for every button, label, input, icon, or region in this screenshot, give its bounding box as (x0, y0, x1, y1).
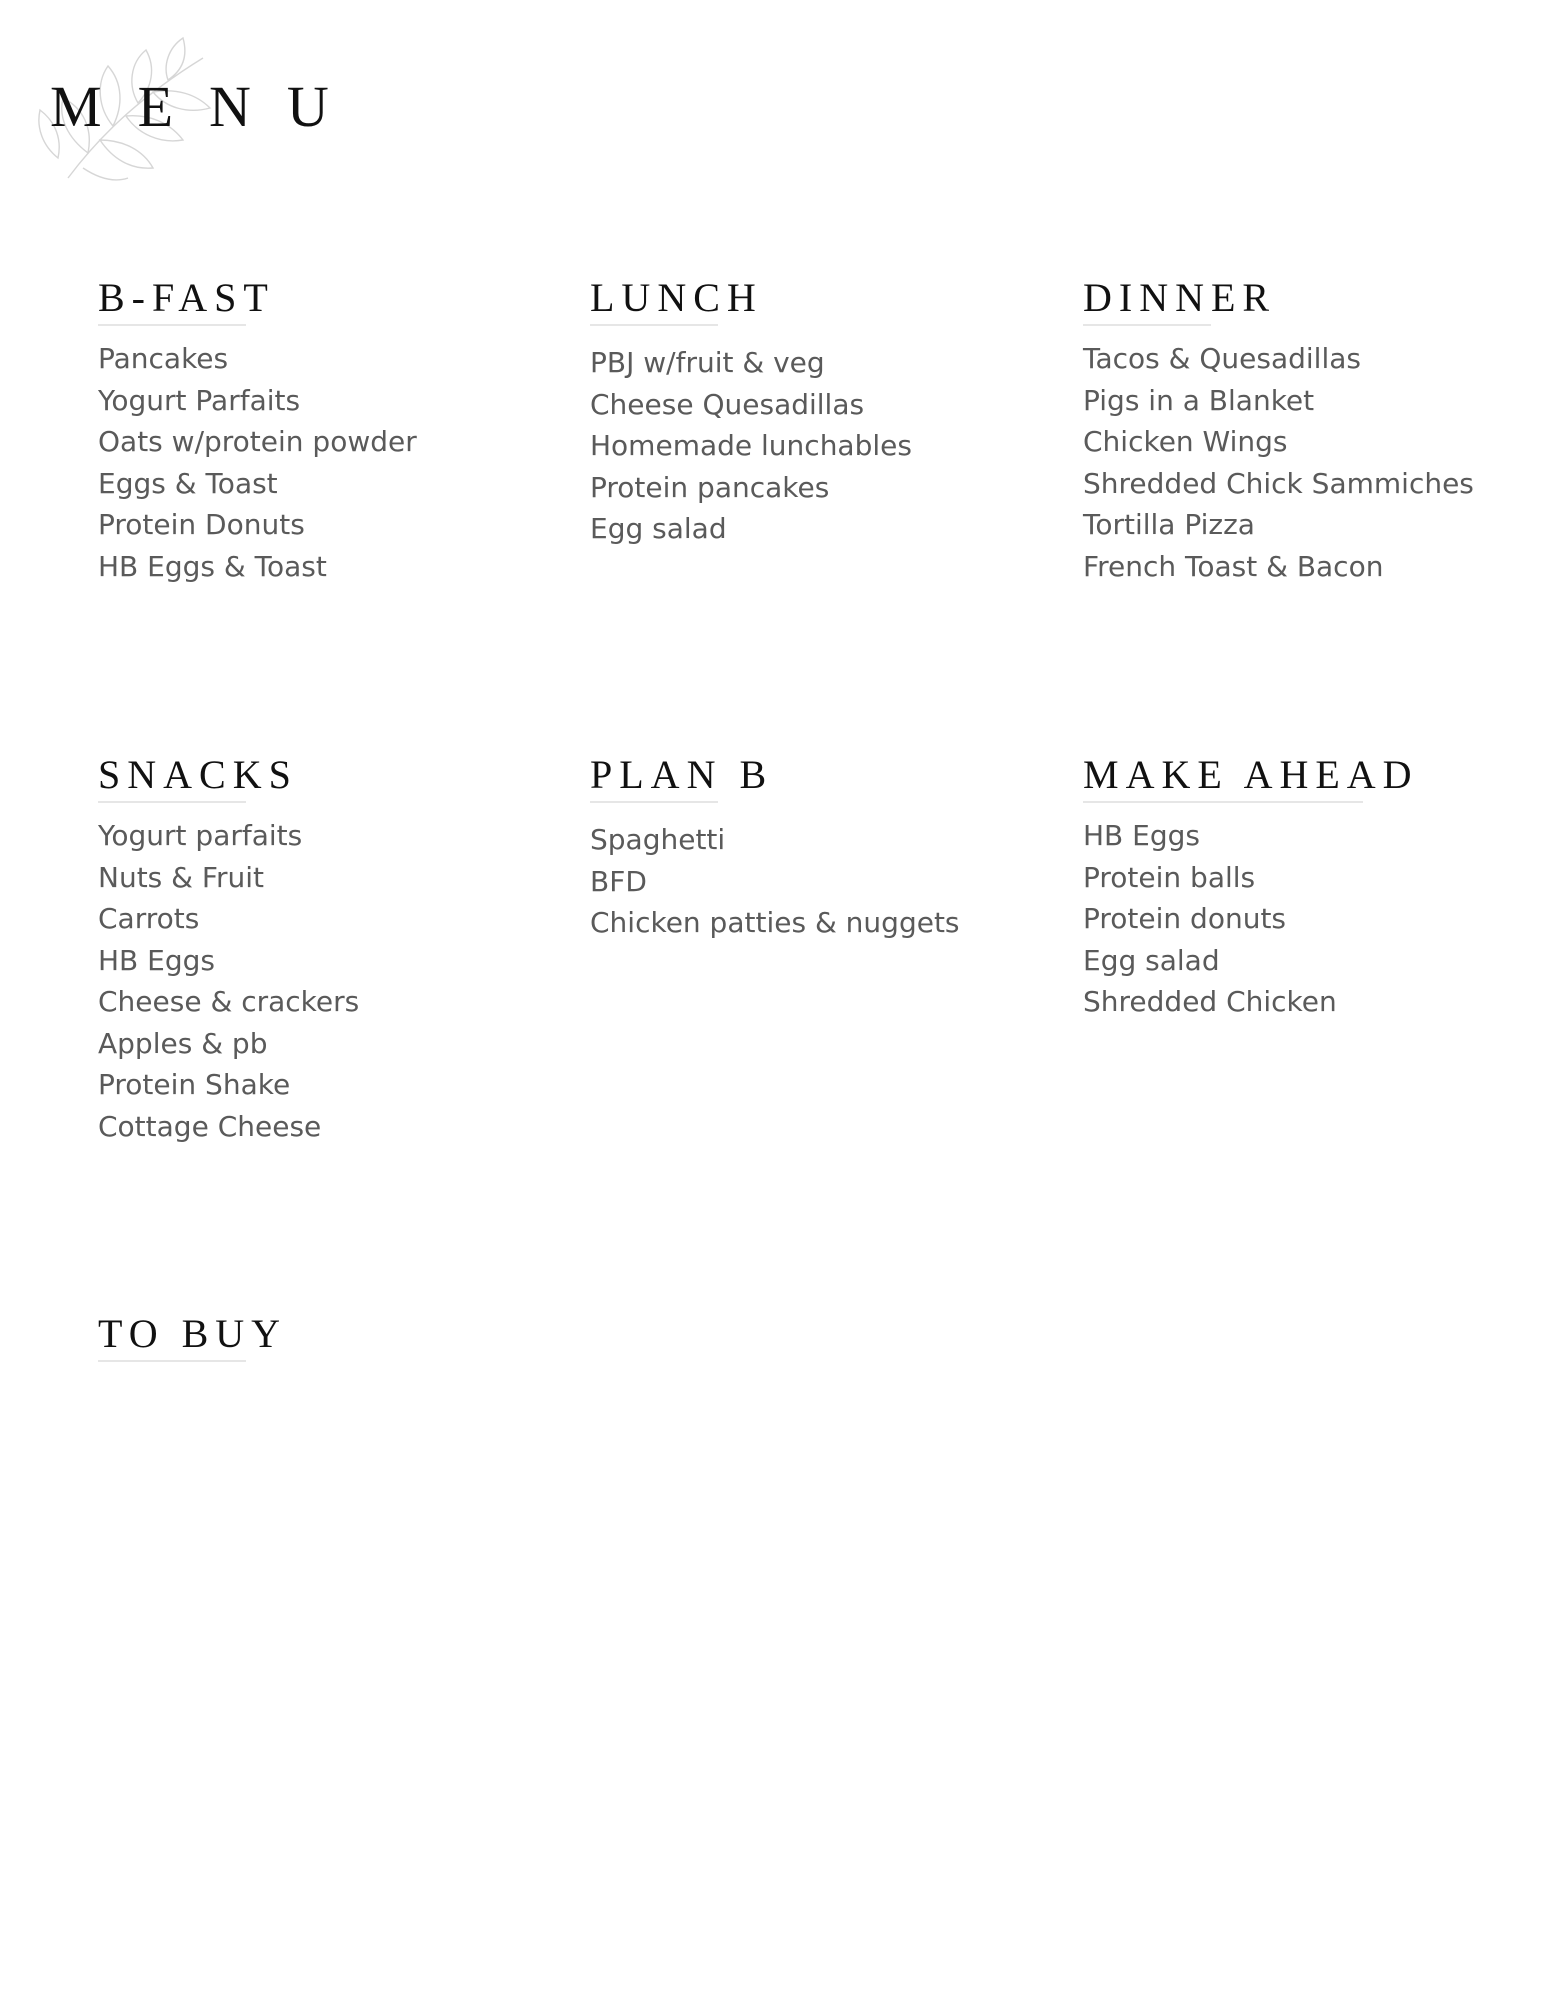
list-item: BFD (590, 864, 647, 898)
section-snacks (98, 752, 360, 1147)
heading-underline (1083, 324, 1211, 326)
heading-underline (98, 801, 246, 803)
list-item: Cottage Cheese (98, 1109, 322, 1143)
list-item: Spaghetti (590, 823, 726, 856)
section-heading-planb: PLAN B (590, 752, 774, 797)
list-item: Tacos & Quesadillas (1083, 342, 1361, 375)
list-item: Shredded Chick Sammiches (1083, 466, 1474, 500)
list-item: Tortilla Pizza (1083, 508, 1255, 541)
section-heading-makeahead: MAKE AHEAD (1083, 752, 1419, 797)
list-item: Cheese Quesadillas (590, 387, 865, 421)
list-item: Chicken patties & nuggets (590, 906, 960, 939)
list-item: Yogurt parfaits (98, 819, 303, 852)
heading-underline (98, 324, 246, 326)
list-item: Egg salad (590, 512, 727, 545)
list-item: Protein Donuts (98, 508, 305, 541)
section-lunch (590, 275, 912, 550)
heading-underline (98, 1360, 246, 1362)
section-heading-dinner: DINNER (1083, 275, 1277, 320)
list-item: Apples & pb (98, 1026, 268, 1060)
heading-underline (590, 324, 718, 326)
section-heading-bfast: B-FAST (98, 275, 275, 320)
page-title: MENU (50, 74, 365, 139)
section-dinner (1083, 275, 1474, 587)
section-tobuy (98, 1311, 288, 1362)
item-list-bfast (98, 338, 417, 587)
section-heading-tobuy: TO BUY (98, 1311, 288, 1356)
section-makeahead (1083, 752, 1419, 1023)
item-list-makeahead (1083, 815, 1419, 1023)
item-list-lunch (590, 342, 912, 550)
list-item: Chicken Wings (1083, 425, 1288, 458)
list-item: HB Eggs (98, 943, 215, 977)
heading-underline (1083, 801, 1363, 803)
list-item: Protein pancakes (590, 470, 830, 504)
list-item: HB Eggs & Toast (98, 549, 327, 583)
section-heading-lunch: LUNCH (590, 275, 763, 320)
list-item: HB Eggs (1083, 819, 1200, 852)
section-bfast (98, 275, 417, 587)
list-item: Egg salad (1083, 943, 1220, 977)
section-planb (590, 752, 960, 944)
list-item: Eggs & Toast (98, 466, 278, 500)
list-item: Cheese & crackers (98, 985, 360, 1018)
heading-underline (590, 801, 718, 803)
list-item: Protein donuts (1083, 902, 1287, 935)
list-item: French Toast & Bacon (1083, 549, 1384, 583)
item-list-dinner (1083, 338, 1474, 587)
list-item: Homemade lunchables (590, 429, 912, 462)
list-item: Carrots (98, 902, 200, 935)
section-heading-snacks: SNACKS (98, 752, 298, 797)
list-item: Pigs in a Blanket (1083, 383, 1315, 417)
list-item: Pancakes (98, 342, 229, 375)
list-item: Nuts & Fruit (98, 860, 264, 894)
list-item: Shredded Chicken (1083, 985, 1337, 1018)
list-item: Protein balls (1083, 860, 1256, 894)
item-list-planb (590, 819, 960, 944)
list-item: PBJ w/fruit & veg (590, 346, 825, 379)
list-item: Yogurt Parfaits (98, 383, 301, 417)
list-item: Oats w/protein powder (98, 425, 417, 458)
list-item: Protein Shake (98, 1068, 291, 1101)
item-list-snacks (98, 815, 359, 1147)
